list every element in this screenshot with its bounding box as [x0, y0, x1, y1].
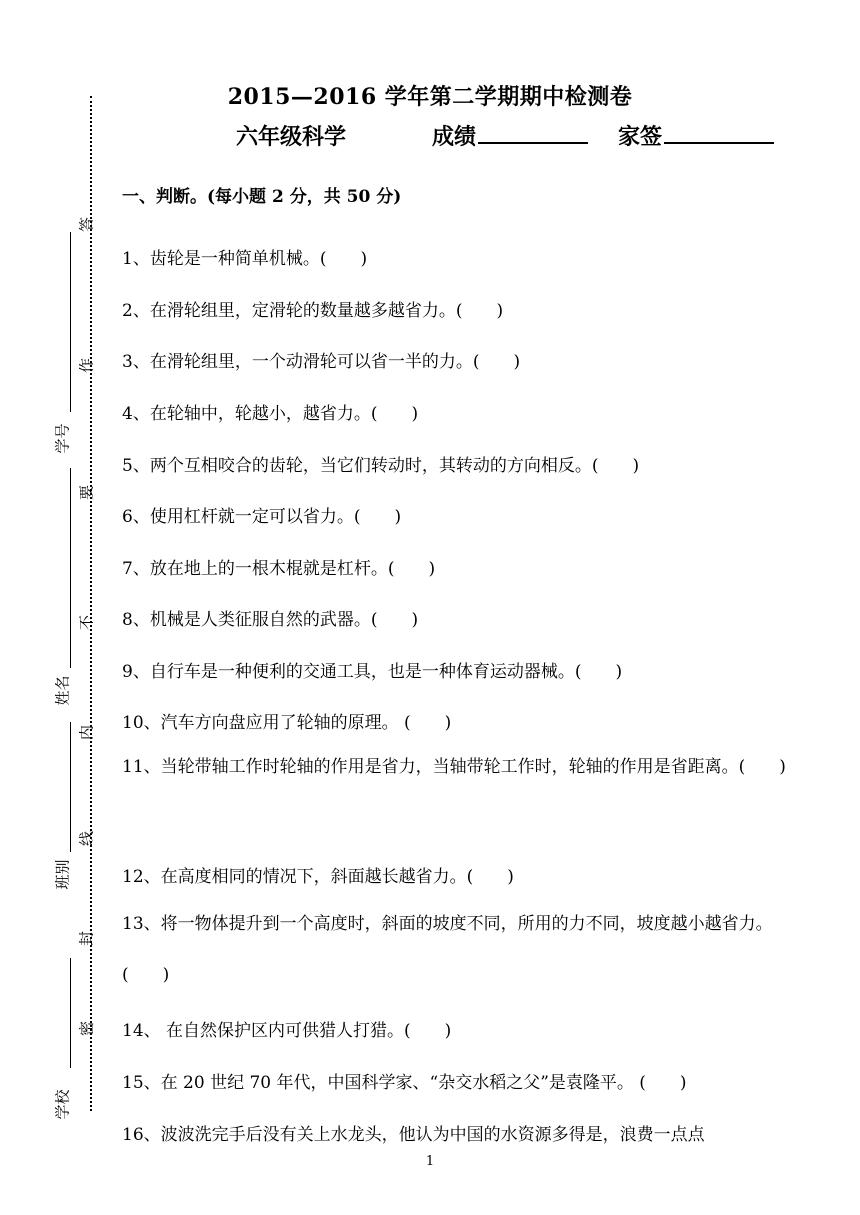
question-item: 4、在轮轴中，轮越小，越省力。( ) [122, 404, 419, 424]
field-label-name: 姓名 [53, 675, 72, 706]
binding-char: 内 [77, 725, 96, 741]
question-item: 9、自行车是一种便利的交通工具，也是一种体育运动器械。( ) [122, 662, 623, 682]
question-item: 10、汽车方向盘应用了轮轴的原理。 ( ) [122, 713, 452, 733]
question-item: 5、两个互相咬合的齿轮，当它们转动时，其转动的方向相反。( ) [122, 456, 640, 476]
field-blank-line [70, 468, 71, 668]
parent-sign-field [618, 120, 774, 151]
field-label-school: 学校 [53, 1089, 72, 1120]
question-item: 14、 在自然保护区内可供猎人打猎。( ) [122, 1021, 452, 1041]
question-item: 15、在 20 世纪 70 年代，中国科学家、“杂交水稻之父”是袁隆平。 ( ) [122, 1073, 687, 1093]
parent-sign-blank [664, 122, 774, 144]
section-heading: 一、判断。(每小题 2 分，共 50 分) [122, 187, 402, 207]
parent-sign-label: 家签 [618, 124, 663, 150]
binding-char: 要 [77, 485, 96, 501]
score-label: 成绩 [432, 124, 477, 150]
binding-char: 封 [77, 931, 96, 947]
score-blank [478, 122, 588, 144]
question-item: 6、使用杠杆就一定可以省力。( ) [122, 507, 402, 527]
field-blank-line [70, 232, 71, 412]
question-item: 11、当轮带轴工作时轮轴的作用是省力，当轴带轮工作时，轮轴的作用是省距离。( ) [122, 757, 786, 777]
question-item: 8、机械是人类征服自然的武器。( ) [122, 610, 419, 630]
field-label-class: 班别 [53, 859, 72, 890]
question-item: 1、齿轮是一种简单机械。( ) [122, 249, 368, 269]
question-item: 7、放在地上的一根木棍就是杠杆。( ) [122, 559, 436, 579]
binding-char: 密 [77, 1021, 96, 1037]
score-field [432, 120, 588, 151]
field-label-student-number: 学号 [53, 423, 72, 454]
question-item: 2、在滑轮组里，定滑轮的数量越多越省力。( ) [122, 301, 504, 321]
binding-char: 作 [77, 358, 96, 374]
field-blank-line [70, 958, 71, 1068]
question-item: 16、波波洗完手后没有关上水龙头，他认为中国的水资源多得是，浪费一点点 [122, 1125, 705, 1145]
subject-label: 六年级科学 [236, 124, 347, 150]
binding-dotted-line [90, 96, 92, 1111]
question-item: 3、在滑轮组里，一个动滑轮可以省一半的力。( ) [122, 352, 521, 372]
page-number: 1 [425, 1154, 435, 1169]
binding-char: 线 [77, 831, 96, 847]
field-blank-line [70, 722, 71, 852]
question-item: 13、将一物体提升到一个高度时，斜面的坡度不同，所用的力不同，坡度越小越省力。( ) [122, 914, 773, 985]
exam-title: 2015—2016 学年第二学期期中检测卷 [227, 84, 633, 110]
binding-char: 不 [77, 615, 96, 631]
question-item: 12、在高度相同的情况下，斜面越长越省力。( ) [122, 867, 514, 887]
binding-char: 答 [77, 217, 96, 233]
